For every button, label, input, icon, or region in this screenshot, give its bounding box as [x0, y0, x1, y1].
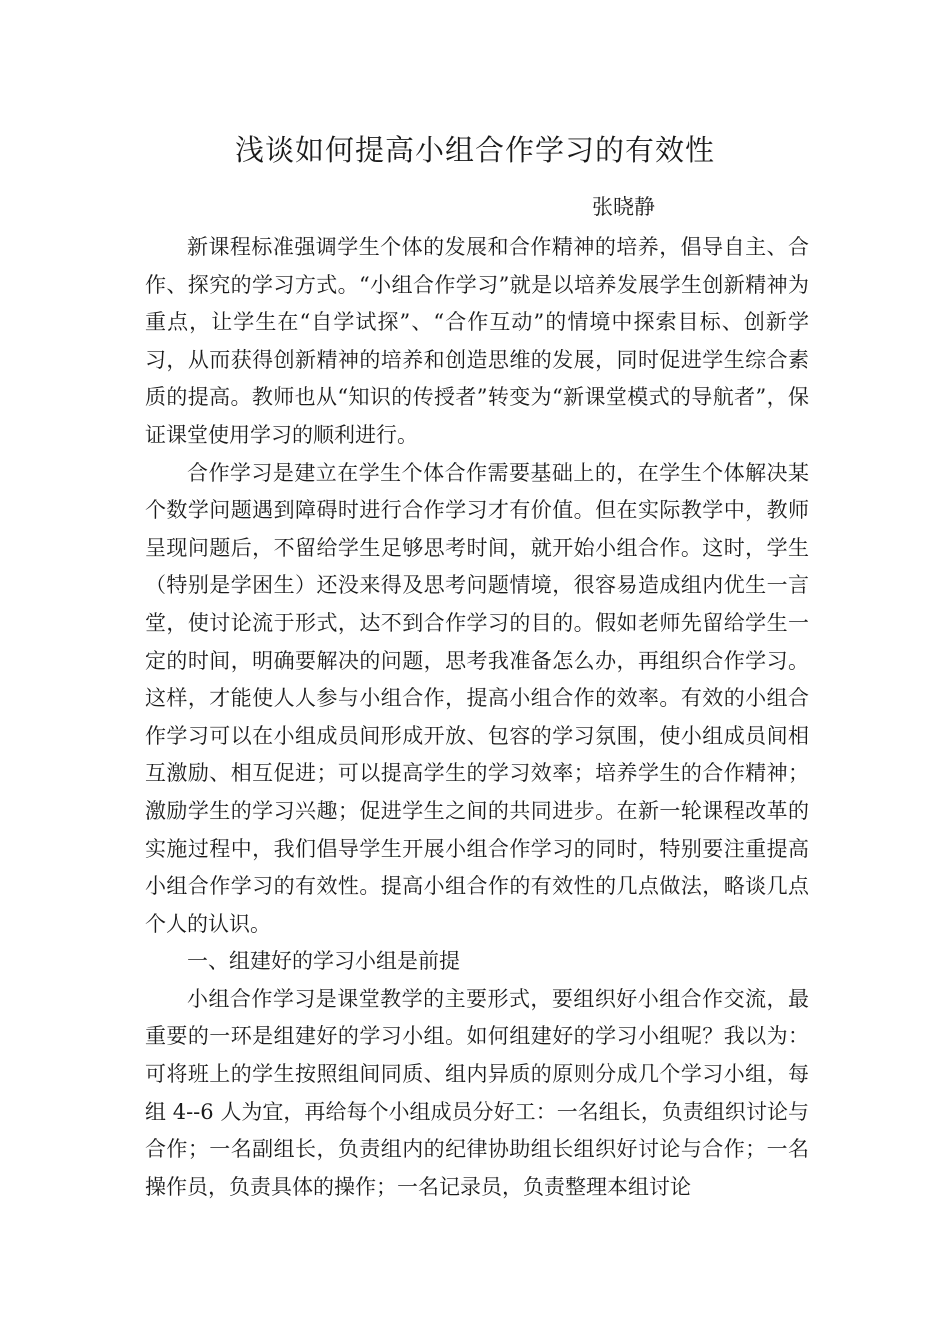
document-title: 浅谈如何提高小组合作学习的有效性	[234, 133, 715, 167]
document-author: 张晓静	[592, 195, 655, 219]
paragraph-group-formation: 小组合作学习是课堂教学的主要形式，要组织好小组合作交流，最重要的一环是组建好的学习小组。如何组建好的学习小组呢？我以为：可将班上的学生按照组间同质、组内异质的原则分成几个学习小组，每组 4--6 人为宜，再给每个小组成员分好工：一名组长，负责组织讨论与合作；一名副组长，负责组内的纪律协助组长组织好讨论与合作；一名操作员，负责具体的操作；一名记录员，负责整理本组讨论	[145, 986, 809, 1199]
document-body	[145, 229, 809, 1206]
paragraph-intro: 新课程标准强调学生个体的发展和合作精神的培养，倡导自主、合作、探究的学习方式。“小组合作学习”就是以培养发展学生创新精神为重点，让学生在“自学试探”、“合作互动”的情境中探索目标、创新学习，从而获得创新精神的培养和创造思维的发展，同时促进学生综合素质的提高。教师也从“知识的传授者”转变为“新课堂模式的导航者”，保证课堂使用学习的顺利进行。	[145, 235, 809, 447]
section-heading-1: 一、组建好的学习小组是前提	[187, 949, 460, 974]
paragraph-cooperative-learning: 合作学习是建立在学生个体合作需要基础上的，在学生个体解决某个数学问题遇到障碍时进行合作学习才有价值。但在实际教学中，教师呈现问题后，不留给学生足够思考时间，就开始小组合作。这时，学生（特别是学困生）还没来得及思考问题情境，很容易造成组内优生一言堂，使讨论流于形式，达不到合作学习的目的。假如老师先留给学生一定的时间，明确要解决的问题，思考我准备怎么办，再组织合作学习。这样，才能使人人参与小组合作，提高小组合作的效率。有效的小组合作学习可以在小组成员间形成开放、包容的学习氛围，使小组成员间相互激励、相互促进；可以提高学生的学习效率；培养学生的合作精神；激励学生的学习兴趣；促进学生之间的共同进步。在新一轮课程改革的实施过程中，我们倡导学生开展小组合作学习的同时，特别要注重提高小组合作学习的有效性。提高小组合作的有效性的几点做法，略谈几点个人的认识。	[145, 460, 809, 936]
